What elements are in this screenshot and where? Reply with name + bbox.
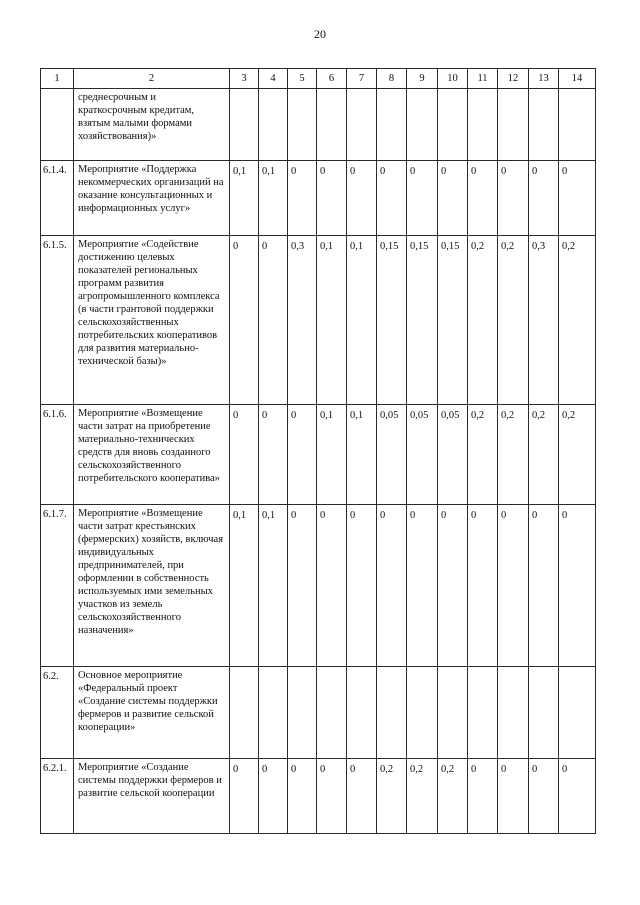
value-cell	[438, 89, 468, 161]
value-cell: 0	[498, 505, 529, 667]
value-cell	[347, 667, 377, 759]
row-number: 6.1.5.	[41, 236, 74, 405]
value-cell	[407, 667, 438, 759]
value-cell	[259, 89, 288, 161]
value-cell: 0,2	[407, 759, 438, 834]
column-header: 2	[74, 69, 230, 89]
value-cell: 0,2	[529, 405, 559, 505]
column-header: 4	[259, 69, 288, 89]
column-header: 1	[41, 69, 74, 89]
row-description: среднесрочным и краткосрочным кредитам, взятым малыми формами хозяйствования)»	[74, 89, 230, 161]
value-cell: 0	[529, 759, 559, 834]
value-cell: 0	[230, 405, 259, 505]
value-cell: 0	[559, 161, 596, 236]
value-cell: 0	[317, 505, 347, 667]
value-cell: 0,1	[317, 405, 347, 505]
column-header: 11	[468, 69, 498, 89]
row-number: 6.1.4.	[41, 161, 74, 236]
value-cell	[317, 89, 347, 161]
value-cell: 0	[317, 759, 347, 834]
value-cell: 0	[468, 759, 498, 834]
value-cell	[377, 667, 407, 759]
value-cell: 0	[347, 161, 377, 236]
value-cell	[259, 667, 288, 759]
row-number: 6.1.7.	[41, 505, 74, 667]
row-number: 6.2.	[41, 667, 74, 759]
column-header: 12	[498, 69, 529, 89]
value-cell: 0	[259, 236, 288, 405]
row-number: 6.2.1.	[41, 759, 74, 834]
value-cell: 0	[498, 759, 529, 834]
value-cell: 0,2	[468, 236, 498, 405]
row-description: Основное мероприятие «Федеральный проект «Создание системы поддержки фермеров и развитие сельской кооперации»	[74, 667, 230, 759]
table-row	[41, 667, 596, 759]
row-description: Мероприятие «Возмещение части затрат крестьянских (фермерских) хозяйств, включая индивидуальных предпринимателей, при оформлении в собственность используемых ими земельных участков из земель сельскохозяйственного назначения»	[74, 505, 230, 667]
value-cell: 0	[377, 161, 407, 236]
value-cell: 0,2	[559, 236, 596, 405]
table-row	[41, 236, 596, 405]
column-header: 7	[347, 69, 377, 89]
value-cell: 0,15	[407, 236, 438, 405]
value-cell: 0,2	[377, 759, 407, 834]
value-cell: 0,2	[438, 759, 468, 834]
column-header: 3	[230, 69, 259, 89]
value-cell: 0	[468, 505, 498, 667]
value-cell: 0,05	[377, 405, 407, 505]
page-number: 20	[314, 27, 326, 41]
column-header: 5	[288, 69, 317, 89]
row-description: Мероприятие «Содействие достижению целевых показателей региональных программ развития агропромышленного комплекса (в части грантовой поддержки сельскохозяйственных потребительских кооперативов для развития материально-технической базы)»	[74, 236, 230, 405]
value-cell: 0	[288, 161, 317, 236]
value-cell: 0,1	[259, 505, 288, 667]
value-cell: 0,1	[259, 161, 288, 236]
value-cell: 0	[347, 505, 377, 667]
value-cell: 0,1	[230, 161, 259, 236]
value-cell: 0,05	[438, 405, 468, 505]
value-cell	[317, 667, 347, 759]
value-cell: 0,15	[438, 236, 468, 405]
value-cell: 0,15	[377, 236, 407, 405]
value-cell: 0	[288, 405, 317, 505]
value-cell: 0	[438, 161, 468, 236]
value-cell: 0,1	[230, 505, 259, 667]
value-cell: 0	[529, 505, 559, 667]
value-cell: 0	[559, 505, 596, 667]
value-cell	[438, 667, 468, 759]
column-header: 13	[529, 69, 559, 89]
value-cell: 0	[498, 161, 529, 236]
row-description: Мероприятие «Создание системы поддержки фермеров и развитие сельской кооперации	[74, 759, 230, 834]
value-cell: 0	[230, 759, 259, 834]
value-cell: 0,3	[288, 236, 317, 405]
value-cell: 0	[230, 236, 259, 405]
value-cell	[288, 667, 317, 759]
value-cell: 0,1	[347, 405, 377, 505]
value-cell	[230, 667, 259, 759]
row-description: Мероприятие «Возмещение части затрат на приобретение материально-технических средств для вновь созданного сельскохозяйственного потребительского кооператива»	[74, 405, 230, 505]
value-cell	[559, 89, 596, 161]
value-cell	[498, 667, 529, 759]
value-cell	[230, 89, 259, 161]
value-cell: 0	[438, 505, 468, 667]
value-cell: 0	[288, 505, 317, 667]
value-cell: 0,1	[347, 236, 377, 405]
table-row	[41, 505, 596, 667]
value-cell: 0	[347, 759, 377, 834]
column-header: 6	[317, 69, 347, 89]
row-number: 6.1.6.	[41, 405, 74, 505]
table-row	[41, 89, 596, 161]
value-cell: 0	[317, 161, 347, 236]
table-row	[41, 161, 596, 236]
value-cell: 0,05	[407, 405, 438, 505]
program-indicators-table	[40, 68, 596, 834]
header-row	[41, 69, 596, 89]
value-cell	[468, 89, 498, 161]
value-cell	[407, 89, 438, 161]
value-cell	[529, 667, 559, 759]
value-cell: 0,2	[498, 405, 529, 505]
column-header: 9	[407, 69, 438, 89]
value-cell: 0	[259, 759, 288, 834]
value-cell	[559, 667, 596, 759]
value-cell	[347, 89, 377, 161]
value-cell: 0,2	[498, 236, 529, 405]
value-cell: 0	[407, 505, 438, 667]
value-cell	[498, 89, 529, 161]
value-cell: 0	[468, 161, 498, 236]
value-cell: 0,1	[317, 236, 347, 405]
value-cell: 0	[559, 759, 596, 834]
value-cell: 0,2	[468, 405, 498, 505]
value-cell	[377, 89, 407, 161]
value-cell: 0,2	[559, 405, 596, 505]
value-cell: 0,3	[529, 236, 559, 405]
column-header: 10	[438, 69, 468, 89]
value-cell	[288, 89, 317, 161]
column-header: 14	[559, 69, 596, 89]
value-cell: 0	[288, 759, 317, 834]
value-cell: 0	[529, 161, 559, 236]
table-row	[41, 759, 596, 834]
row-number	[41, 89, 74, 161]
value-cell	[468, 667, 498, 759]
value-cell: 0	[407, 161, 438, 236]
value-cell	[529, 89, 559, 161]
value-cell: 0	[377, 505, 407, 667]
value-cell: 0	[259, 405, 288, 505]
column-header: 8	[377, 69, 407, 89]
row-description: Мероприятие «Поддержка некоммерческих организаций на оказание консультационных и информационных услуг»	[74, 161, 230, 236]
table-row	[41, 405, 596, 505]
